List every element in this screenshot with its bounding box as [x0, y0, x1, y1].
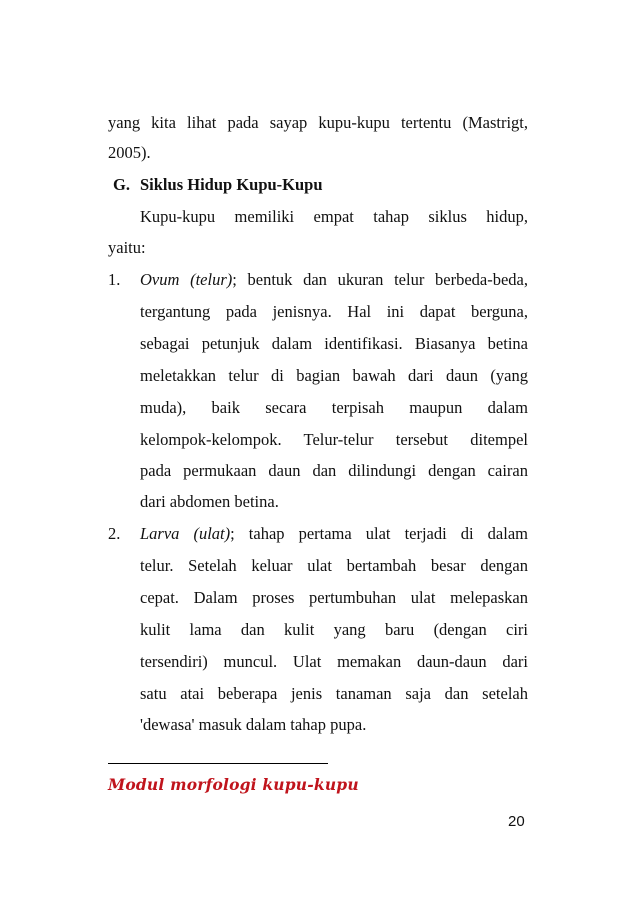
list-item-line: tergantung pada jenisnya. Hal ini dapat berguna,	[140, 302, 528, 321]
section-intro-line-2: yaitu:	[108, 238, 146, 257]
page-number: 20	[508, 813, 525, 830]
list-item-term: Ovum (telur)	[140, 270, 233, 289]
list-item-line: pada permukaan daun dan dilindungi dengan cairan	[140, 461, 528, 480]
intro-line-1: yang kita lihat pada sayap kupu-kupu tertentu (Mastrigt,	[108, 113, 528, 132]
list-item-first-rest: ; bentuk dan ukuran telur berbeda-beda,	[232, 270, 529, 289]
list-item-line: satu atai beberapa jenis tanaman saja dan setelah	[140, 684, 528, 703]
list-item-line: dari abdomen betina.	[140, 492, 279, 511]
list-item-term: Larva (ulat)	[140, 524, 231, 543]
list-item-line: meletakkan telur di bagian bawah dari daun (yang	[140, 366, 528, 385]
list-item-first-line	[140, 270, 528, 290]
intro-line-2: 2005).	[108, 143, 151, 162]
list-item-first-line	[140, 524, 528, 544]
list-item-line: telur. Setelah keluar ulat bertambah besar dengan	[140, 556, 528, 575]
list-item-number: 1.	[108, 270, 121, 289]
list-item-line: 'dewasa' masuk dalam tahap pupa.	[140, 715, 367, 734]
section-marker: G.	[113, 175, 130, 194]
footer-rule	[108, 763, 328, 764]
list-item-line: cepat. Dalam proses pertumbuhan ulat melepaskan	[140, 588, 528, 607]
list-item-line: kulit lama dan kulit yang baru (dengan ciri	[140, 620, 528, 639]
footer-title: Modul morfologi kupu-kupu	[108, 775, 359, 794]
list-item-line: tersendiri) muncul. Ulat memakan daun-daun dari	[140, 652, 528, 671]
list-item-line: kelompok-kelompok. Telur-telur tersebut ditempel	[140, 430, 528, 449]
list-item-line: muda), baik secara terpisah maupun dalam	[140, 398, 528, 417]
section-intro-line-1: Kupu-kupu memiliki empat tahap siklus hidup,	[140, 207, 528, 226]
section-title: Siklus Hidup Kupu-Kupu	[140, 175, 323, 194]
list-item-number: 2.	[108, 524, 121, 543]
list-item-first-rest: ; tahap pertama ulat terjadi di dalam	[230, 524, 528, 543]
list-item-line: sebagai petunjuk dalam identifikasi. Biasanya betina	[140, 334, 528, 353]
